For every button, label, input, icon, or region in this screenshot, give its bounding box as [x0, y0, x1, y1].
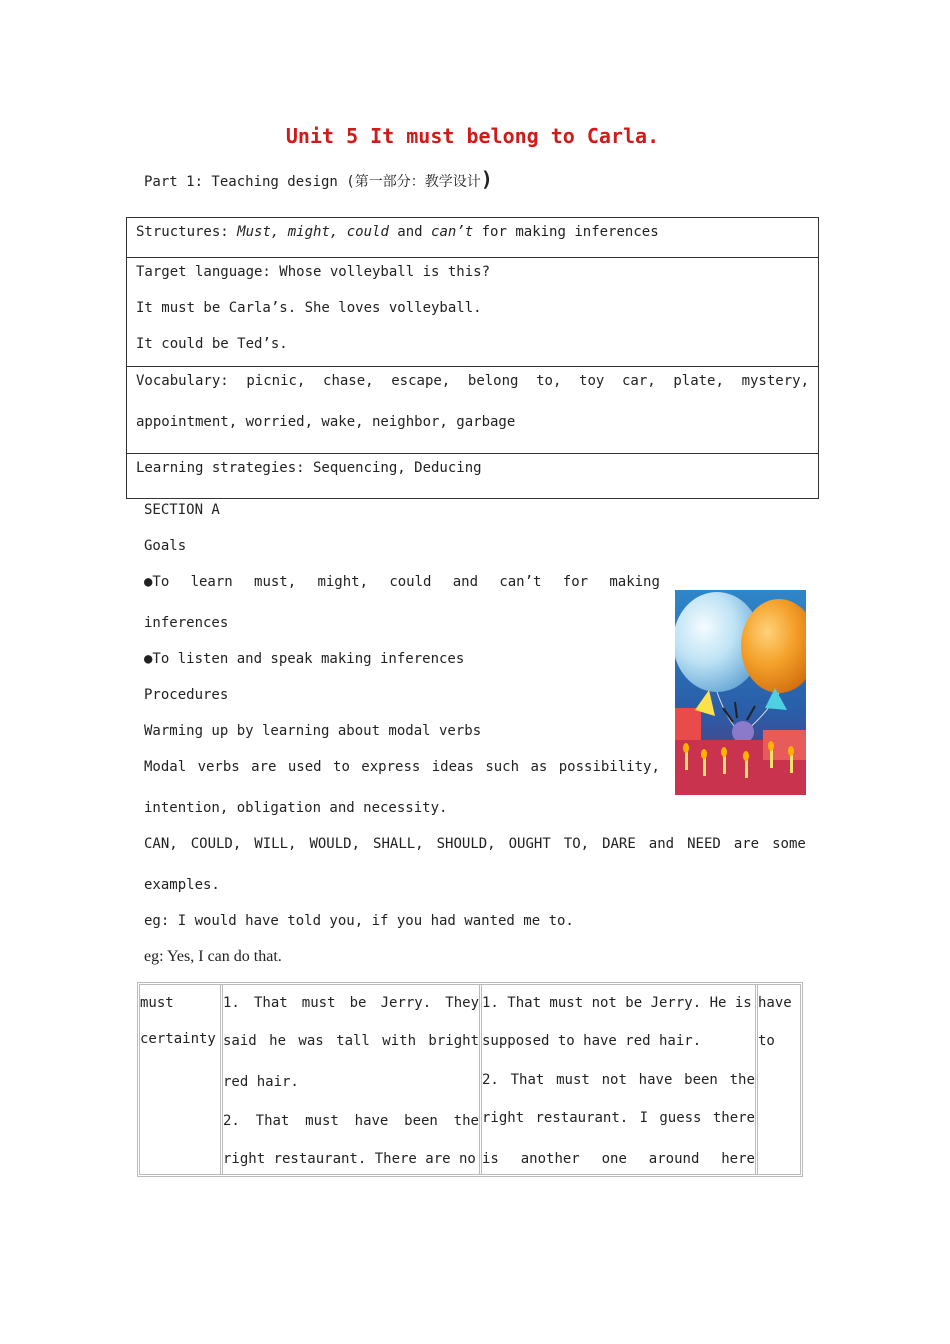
c3l3-word: the — [729, 1072, 755, 1088]
modal-line — [144, 759, 660, 775]
c3l3-word: must — [556, 1072, 590, 1088]
target-line-2: It must be Carla’s. She loves volleyball. — [136, 300, 482, 316]
c2l1-word: Jerry. — [380, 995, 432, 1011]
cell-to: to — [758, 1033, 775, 1049]
c2l2-word: was — [298, 1033, 324, 1049]
examples-word: WILL, — [254, 836, 297, 852]
c2l4-word: 2. — [223, 1113, 240, 1129]
goal1-word: making — [609, 574, 660, 590]
examples-word: OUGHT — [508, 836, 551, 852]
info-table — [126, 217, 819, 499]
page-title: Unit 5 It must belong to Carla. — [285, 124, 660, 148]
col2-line-3: red hair. — [223, 1074, 299, 1090]
goal1-word: might, — [317, 574, 369, 590]
examples-word: NEED — [687, 836, 721, 852]
modal-col-4 — [758, 985, 803, 1174]
warming-line: Warming up by learning about modal verbs — [144, 723, 482, 739]
vocab-word: chase, — [323, 373, 374, 389]
c2l4-word: been — [404, 1113, 438, 1129]
modal-word: express — [361, 759, 421, 775]
c3l5-word: one — [601, 1151, 627, 1167]
modal-col-1 — [140, 985, 223, 1174]
examples-line-cont: examples. — [144, 877, 220, 893]
col3-line-2: supposed to have red hair. — [482, 1033, 702, 1049]
examples-word: SHALL, — [373, 836, 424, 852]
goal1-word: learn — [190, 574, 233, 590]
vocab-word: toy — [579, 373, 605, 389]
goal1-word: could — [389, 574, 432, 590]
c3l5-word: another — [520, 1151, 580, 1167]
goal-2: ●To listen and speak making inferences — [144, 651, 465, 667]
goal-1 — [144, 574, 660, 590]
vocabulary-row — [127, 367, 818, 454]
goal-1-cont: inferences — [144, 615, 229, 631]
examples-word: CAN, — [144, 836, 178, 852]
target-line-3: It could be Ted’s. — [136, 336, 288, 352]
c2l2-word: tall — [336, 1033, 370, 1049]
modal-line-cont: intention, obligation and necessity. — [144, 800, 448, 816]
modal-word: possibility, — [558, 759, 660, 775]
part-heading: Part 1: Teaching design (第一部分：教学设计) — [144, 167, 493, 191]
examples-word: DARE — [602, 836, 636, 852]
balloons-icon — [675, 590, 806, 795]
modal-word: as — [530, 759, 548, 775]
examples-word: SHOULD, — [436, 836, 496, 852]
c3l3-word: not — [601, 1072, 627, 1088]
c2l1-word: must — [301, 995, 336, 1011]
modal-table — [137, 982, 803, 1177]
modal-word: to — [333, 759, 350, 775]
c3l4-word: right — [482, 1110, 525, 1126]
procedures-heading: Procedures — [144, 687, 229, 703]
examples-word: and — [648, 836, 675, 852]
c3l5-word: is — [482, 1151, 499, 1167]
col3-line-4 — [482, 1098, 755, 1139]
c3l4-word: restaurant. — [535, 1110, 629, 1126]
c2l2-word: bright — [428, 1033, 479, 1049]
col2-line-1 — [223, 985, 479, 1021]
goal1-word: must, — [254, 574, 297, 590]
goal1-word: ●To — [144, 574, 170, 590]
col3-line-5 — [482, 1139, 755, 1174]
examples-line — [144, 836, 806, 852]
c3l4-word: I — [639, 1110, 648, 1126]
vocab-word: plate, — [673, 373, 724, 389]
goal1-word: for — [562, 574, 589, 590]
modal-word: such — [485, 759, 520, 775]
c3l5-word: here — [721, 1151, 755, 1167]
vocab-word: escape, — [391, 373, 451, 389]
goals-heading: Goals — [144, 538, 187, 554]
c2l2-word: with — [382, 1033, 416, 1049]
vocab-word: to, — [536, 373, 562, 389]
vocab-word: picnic, — [246, 373, 306, 389]
structures-row: Structures: Must, might, could and can’t for making inferences — [127, 218, 818, 258]
c2l4-word: must — [305, 1113, 339, 1129]
cell-have: have — [758, 995, 792, 1011]
modal-word: are — [251, 759, 277, 775]
c3l3-word: That — [510, 1072, 545, 1088]
goal1-word: and — [452, 574, 479, 590]
col3-line-3 — [482, 1062, 755, 1098]
modal-word: ideas — [431, 759, 474, 775]
examples-word: WOULD, — [309, 836, 361, 852]
modal-word: used — [287, 759, 322, 775]
modal-word: Modal — [144, 759, 187, 775]
c2l1-word: They — [445, 995, 479, 1011]
c3l4-word: guess — [659, 1110, 702, 1126]
c3l4-word: there — [712, 1110, 755, 1126]
strategies-row: Learning strategies: Sequencing, Deducing — [136, 460, 482, 476]
c2l4-word: That — [255, 1113, 290, 1129]
vocab-word: Vocabulary: — [136, 373, 229, 389]
examples-word: some — [772, 836, 806, 852]
target-language-row — [127, 258, 818, 367]
c2l4-word: have — [354, 1113, 389, 1129]
vocab-line-1 — [136, 367, 809, 408]
col3-line-1: 1. That must not be Jerry. He is — [482, 995, 752, 1011]
vocab-word: car, — [621, 373, 656, 389]
vocab-word: mystery, — [741, 373, 809, 389]
c3l3-word: have — [638, 1072, 673, 1088]
c2l2-word: said — [223, 1033, 257, 1049]
c2l1-word: be — [349, 995, 367, 1011]
cell-must: must — [140, 995, 174, 1011]
goal1-word: can’t — [499, 574, 542, 590]
c3l3-word: 2. — [482, 1072, 499, 1088]
vocab-line-2: appointment, worried, wake, neighbor, garbage — [136, 414, 516, 430]
c2l1-word: 1. — [223, 995, 240, 1011]
examples-word: TO, — [563, 836, 590, 852]
modal-col-3 — [482, 985, 758, 1174]
c2l2-word: he — [269, 1033, 286, 1049]
col2-line-2 — [223, 1021, 479, 1062]
balloons-image — [675, 590, 806, 795]
example-2: eg: Yes, I can do that. — [144, 948, 282, 965]
vocab-word: belong — [467, 373, 519, 389]
cell-certainty: certainty — [140, 1031, 216, 1047]
col2-line-4 — [223, 1103, 479, 1139]
target-line-1: Target language: Whose volleyball is this? — [136, 264, 491, 280]
examples-word: are — [733, 836, 760, 852]
section-heading: SECTION A — [144, 502, 220, 518]
c3l5-word: around — [648, 1151, 700, 1167]
c2l4-word: the — [453, 1113, 479, 1129]
c3l3-word: been — [684, 1072, 718, 1088]
modal-word: verbs — [197, 759, 240, 775]
c2l1-word: That — [253, 995, 288, 1011]
modal-col-2 — [223, 985, 482, 1174]
col2-line-5: right restaurant. There are no — [223, 1151, 476, 1167]
examples-word: COULD, — [190, 836, 242, 852]
example-1: eg: I would have told you, if you had wanted me to. — [144, 913, 574, 929]
